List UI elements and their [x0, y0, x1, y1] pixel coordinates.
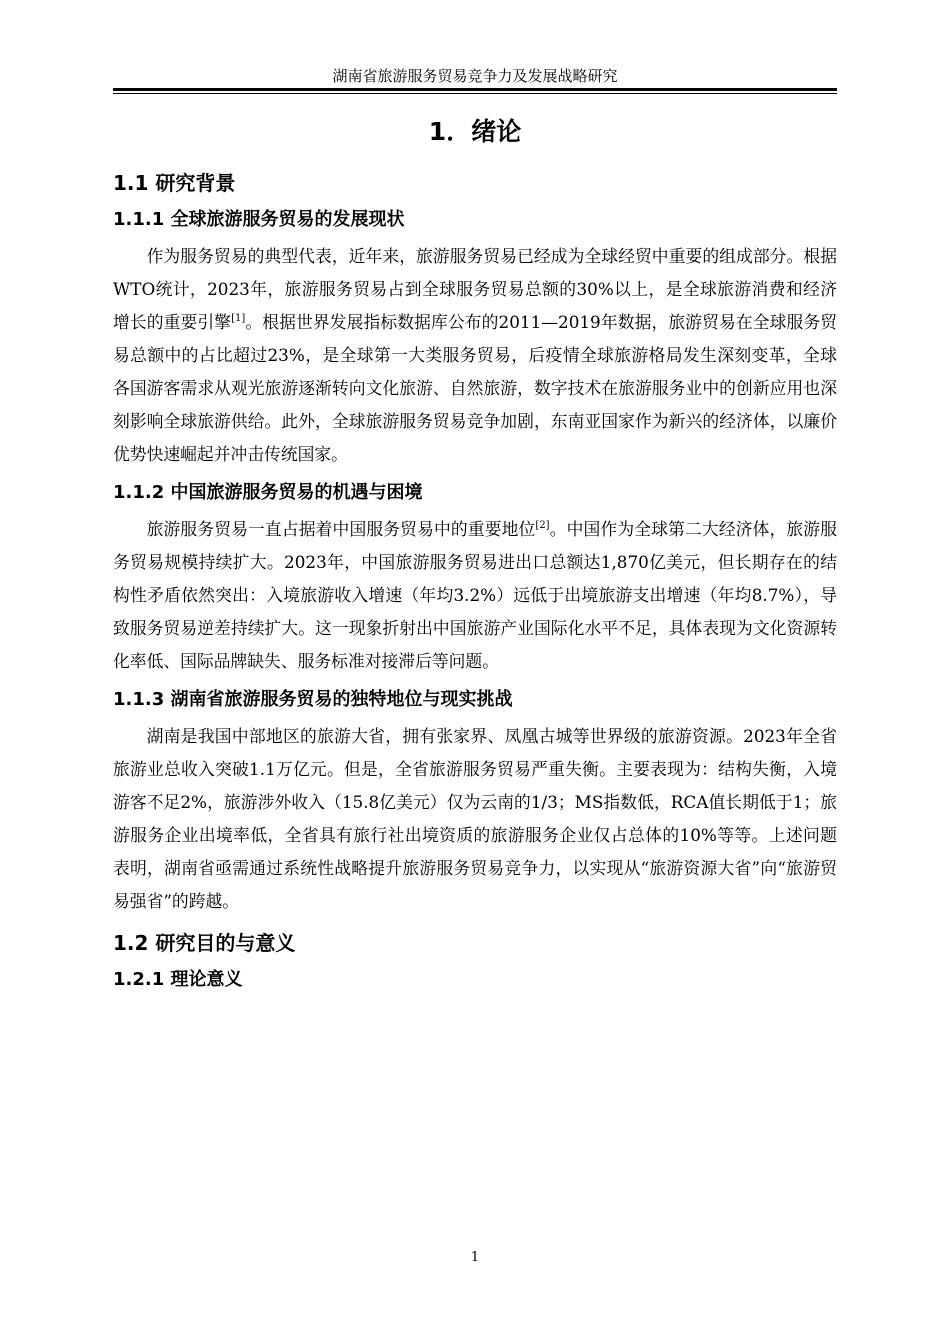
chapter-title: 1．绪论: [428, 117, 522, 146]
paragraph-text: 作为服务贸易的典型代表，近年来，旅游服务贸易已经成为全球经贸中重要的组成部分。根据WTO统计，2023年，旅游服务贸易占到全球服务贸易总额的30%以上，是全球旅游消费和经济增长的重要引擎: [113, 246, 837, 332]
header-rule-thin: [113, 93, 837, 94]
section-heading: 1.2 研究目的与意义: [113, 931, 296, 955]
paragraph-text: 。根据世界发展指标数据库公布的2011—2019年数据，旅游贸易在全球服务贸易总额中的占比超过23%，是全球第一大类服务贸易，后疫情全球旅游格局发生深刻变革，全球各国游客需求从观光旅游逐渐转向文化旅游、自然旅游，数字技术在旅游服务业中的创新应用也深刻影响全球旅游供给。此外，全球旅游服务贸易竞争加剧，东南亚国家作为新兴的经济体，以廉价优势快速崛起并冲击传统国家。: [113, 312, 837, 464]
subsection-heading: 1.1.3 湖南省旅游服务贸易的独特地位与现实挑战: [113, 689, 513, 710]
subsection-heading: 1.2.1 理论意义: [113, 969, 243, 990]
citation-ref: [2]: [535, 520, 550, 531]
subsection-heading: 1.1.1 全球旅游服务贸易的发展现状: [113, 209, 405, 230]
running-header: 湖南省旅游服务贸易竞争力及发展战略研究: [332, 67, 618, 85]
page-body: [113, 112, 837, 1000]
paragraph-text: 。中国作为全球第二大经济体，旅游服务贸易规模持续扩大。2023年，中国旅游服务贸易进出口总额达1,870亿美元，但长期存在的结构性矛盾依然突出：入境旅游收入增速（年均3.2%）远低于出境旅游支出增速（年均8.7%），导致服务贸易逆差持续扩大。这一现象折射出中国旅游产业国际化水平不足，具体表现为文化资源转化率低、国际品牌缺失、服务标准对接滞后等问题。: [113, 519, 837, 671]
body-paragraph: [113, 513, 837, 678]
paragraph-text: 旅游服务贸易一直占据着中国服务贸易中的重要地位: [146, 519, 536, 539]
citation-ref: [1]: [231, 313, 246, 324]
paragraph-text: 湖南是我国中部地区的旅游大省，拥有张家界、凤凰古城等世界级的旅游资源。2023年全省旅游业总收入突破1.1万亿元。但是，全省旅游服务贸易严重失衡。主要表现为：结构失衡，入境游客不足2%，旅游涉外收入（15.8亿美元）仅为云南的1/3；MS指数低，RCA值长期低于1；旅游服务企业出境率低，全省具有旅行社出境资质的旅游服务企业仅占总体的10%等等。上述问题表明，湖南省亟需通过系统性战略提升旅游服务贸易竞争力，以实现从“旅游资源大省”向“旅游贸易强省”的跨越。: [113, 726, 837, 911]
header-rule-thick: [113, 88, 837, 91]
body-paragraph: [113, 240, 837, 471]
page-number: 1: [470, 1250, 480, 1265]
section-heading: 1.1 研究背景: [113, 171, 236, 195]
subsection-heading: 1.1.2 中国旅游服务贸易的机遇与困境: [113, 482, 423, 503]
body-paragraph: [113, 720, 837, 918]
